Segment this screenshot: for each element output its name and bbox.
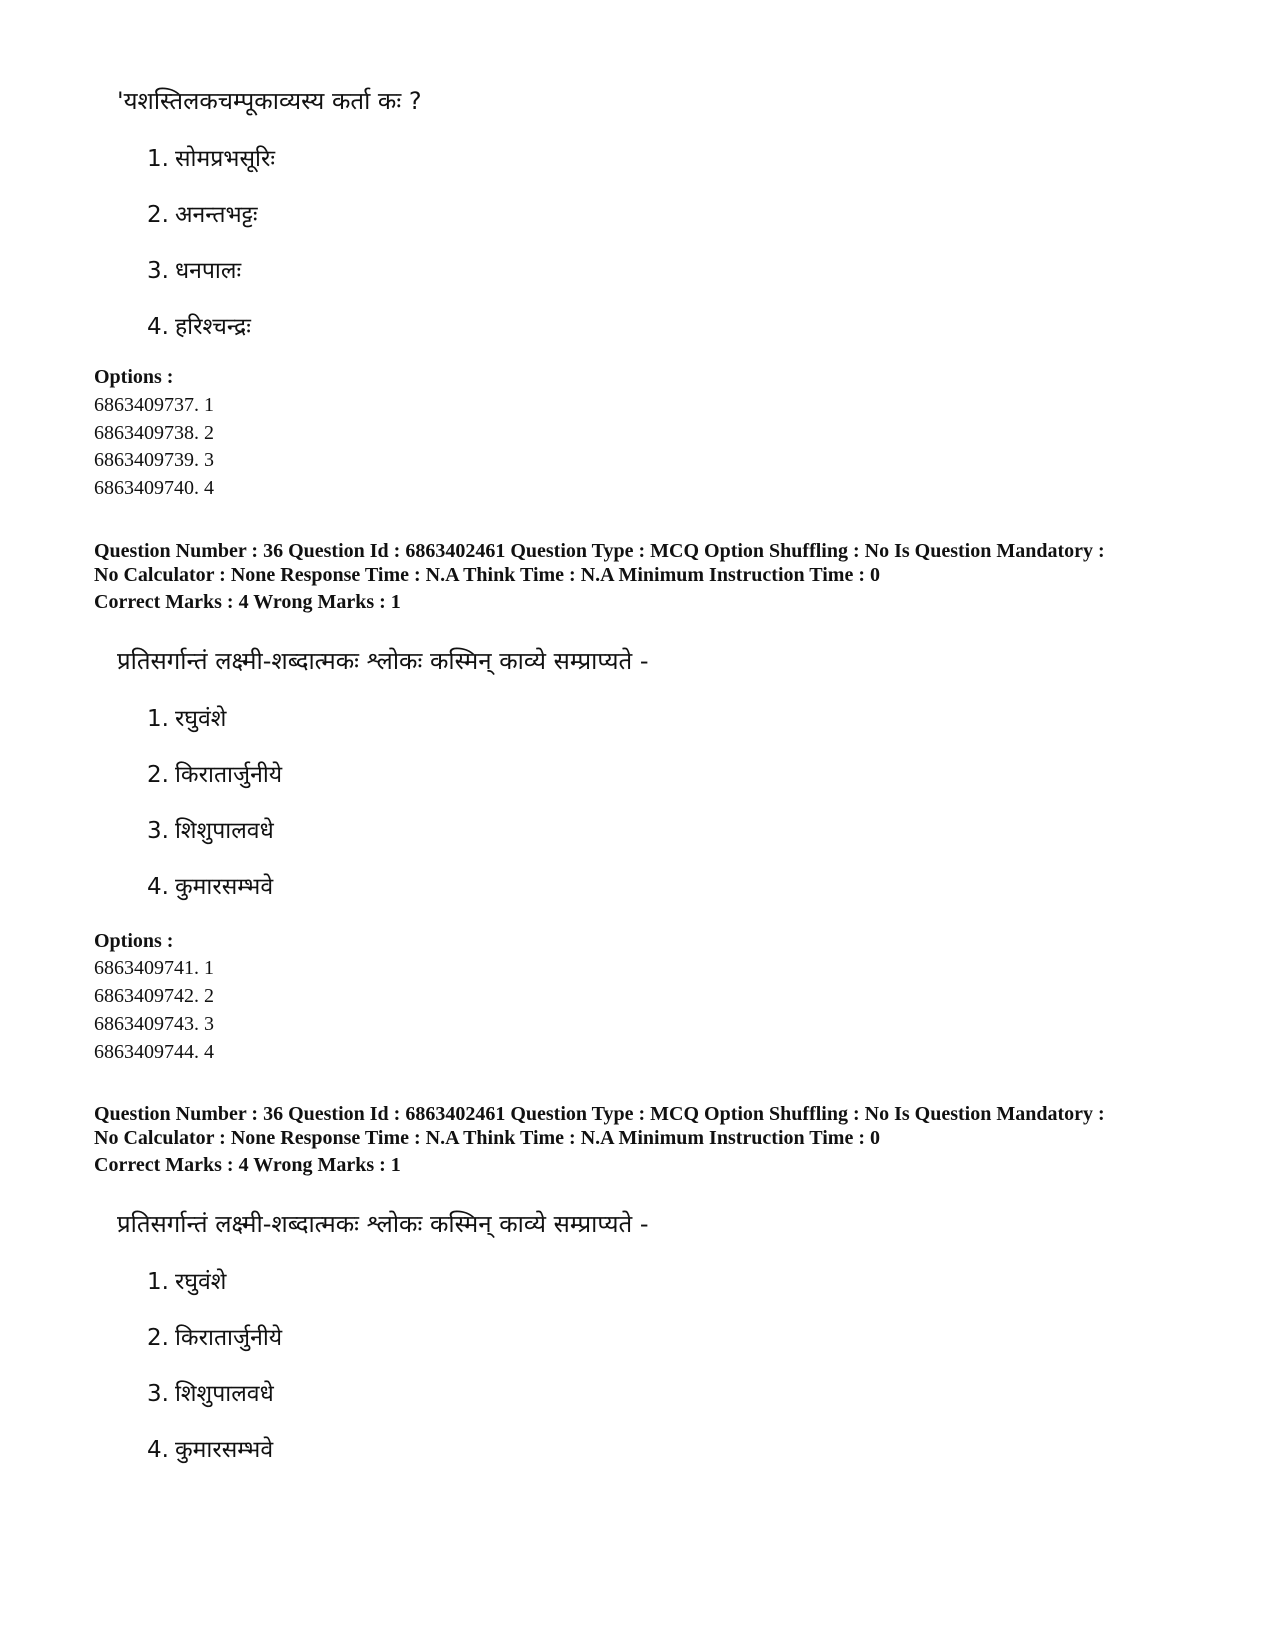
options-label: Options : xyxy=(94,930,174,952)
choice-text: कुमारसम्भवे xyxy=(174,874,274,900)
choice-item xyxy=(147,872,273,902)
option-line: 6863409741. 1 xyxy=(94,957,214,979)
choice-number: 4. xyxy=(147,1437,169,1463)
choice-item xyxy=(147,816,274,846)
choice-text: कुमारसम्भवे xyxy=(174,1437,274,1463)
options-label: Options : xyxy=(94,366,174,388)
choice-text: रघुवंशे xyxy=(174,706,227,732)
option-line: 6863409743. 3 xyxy=(94,1013,214,1035)
choice-number: 2. xyxy=(147,762,169,788)
choice-number: 4. xyxy=(147,314,169,340)
choice-number: 3. xyxy=(147,818,169,844)
choice-item xyxy=(147,704,226,734)
question-meta-line: No Calculator : None Response Time : N.A Think Time : N.A Minimum Instruction Time : 0 xyxy=(94,564,880,586)
choice-number: 1. xyxy=(147,706,169,732)
choice-item xyxy=(147,1379,274,1409)
choice-text: सोमप्रभसूरिः xyxy=(174,146,276,172)
choice-text: हरिश्चन्द्रः xyxy=(174,314,251,340)
choice-item xyxy=(147,760,282,790)
question-meta-line: Question Number : 36 Question Id : 6863402461 Question Type : MCQ Option Shuffling : No Is Question Mandatory : xyxy=(94,1103,1105,1125)
choice-text: शिशुपालवधे xyxy=(174,1381,274,1407)
choice-item xyxy=(147,312,251,342)
choice-text: रघुवंशे xyxy=(174,1269,227,1295)
choice-number: 1. xyxy=(147,146,169,172)
marks-line: Correct Marks : 4 Wrong Marks : 1 xyxy=(94,1154,401,1176)
choice-item xyxy=(147,1323,282,1353)
choice-item xyxy=(147,256,241,286)
option-line: 6863409737. 1 xyxy=(94,394,214,416)
choice-number: 4. xyxy=(147,874,169,900)
choice-number: 1. xyxy=(147,1269,169,1295)
question-text: प्रतिसर्गान्तं लक्ष्मी-शब्दात्मकः श्लोकः कस्मिन् काव्ये सम्प्राप्यते - xyxy=(117,1210,649,1238)
option-line: 6863409738. 2 xyxy=(94,422,214,444)
choice-number: 3. xyxy=(147,258,169,284)
choice-text: किरातार्जुनीये xyxy=(174,762,283,788)
question-text: 'यशस्तिलकचम्पूकाव्यस्य कर्ता कः ? xyxy=(117,87,422,115)
option-line: 6863409739. 3 xyxy=(94,449,214,471)
choice-text: शिशुपालवधे xyxy=(174,818,274,844)
choice-number: 2. xyxy=(147,202,169,228)
choice-item xyxy=(147,1267,226,1297)
choice-item xyxy=(147,200,258,230)
option-line: 6863409744. 4 xyxy=(94,1041,214,1063)
option-line: 6863409742. 2 xyxy=(94,985,214,1007)
choice-text: अनन्तभट्टः xyxy=(174,202,258,228)
marks-line: Correct Marks : 4 Wrong Marks : 1 xyxy=(94,591,401,613)
choice-text: किरातार्जुनीये xyxy=(174,1325,283,1351)
choice-item xyxy=(147,1435,273,1465)
option-line: 6863409740. 4 xyxy=(94,477,214,499)
choice-number: 3. xyxy=(147,1381,169,1407)
question-text: प्रतिसर्गान्तं लक्ष्मी-शब्दात्मकः श्लोकः कस्मिन् काव्ये सम्प्राप्यते - xyxy=(117,647,649,675)
choice-text: धनपालः xyxy=(174,258,242,284)
question-meta-line: Question Number : 36 Question Id : 6863402461 Question Type : MCQ Option Shuffling : No Is Question Mandatory : xyxy=(94,540,1105,562)
choice-number: 2. xyxy=(147,1325,169,1351)
choice-item xyxy=(147,144,275,174)
question-meta-line: No Calculator : None Response Time : N.A Think Time : N.A Minimum Instruction Time : 0 xyxy=(94,1127,880,1149)
